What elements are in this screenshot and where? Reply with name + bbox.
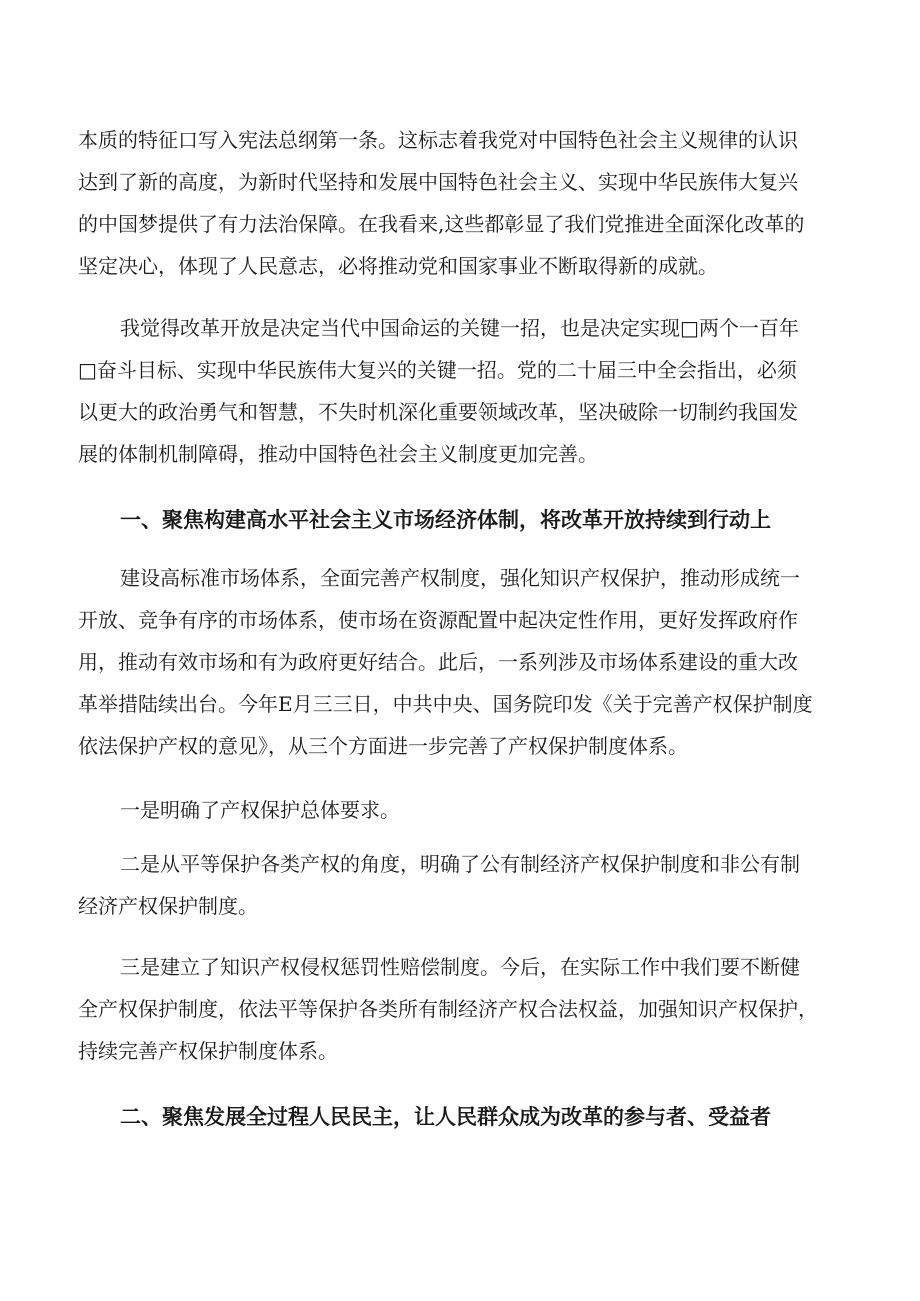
paragraph-1-line-3: 的中国梦提供了有力法治保障。在我看来,这些都彰显了我们党推进全面深化改革的 [78, 212, 805, 236]
paragraph-2-line-1: 我觉得改革开放是决定当代中国命运的关键一招，也是决定实现□两个一百年 [120, 316, 799, 340]
paragraph-2-line-2: □奋斗目标、实现中华民族伟大复兴的关键一招。党的二十届三中全会指出，必须 [78, 358, 797, 382]
paragraph-1-line-2: 达到了新的高度，为新时代坚持和发展中国特色社会主义、实现中华民族伟大复兴 [78, 170, 798, 194]
paragraph-6-line-2: 全产权保护制度，依法平等保护各类所有制经济产权合法权益，加强知识产权保护， [78, 997, 818, 1021]
paragraph-6-line-3: 持续完善产权保护制度体系。 [78, 1039, 338, 1063]
paragraph-5-line-2: 经济产权保护制度。 [78, 894, 258, 918]
paragraph-5-line-1: 二是从平等保护各类产权的角度，明确了公有制经济产权保护制度和非公有制 [120, 852, 800, 876]
paragraph-2-line-3: 以更大的政治勇气和智慧，不失时机深化重要领域改革，坚决破除一切制约我国发 [78, 400, 798, 424]
section-heading-2: 二、聚焦发展全过程人民民主，让人民群众成为改革的参与者、受益者 [120, 1105, 771, 1129]
paragraph-3-line-2: 开放、竞争有序的市场体系，使市场在资源配置中起决定性作用，更好发挥政府作 [78, 608, 798, 632]
paragraph-4-line-1: 一是明确了产权保护总体要求。 [120, 798, 400, 822]
paragraph-1-line-1: 本质的特征口写入宪法总纲第一条。这标志着我党对中国特色社会主义规律的认识 [78, 128, 798, 152]
paragraph-3-line-5: 依法保护产权的意见》，从三个方面进一步完善了产权保护制度体系。 [78, 734, 688, 758]
paragraph-1-line-4: 坚定决心，体现了人民意志，必将推动党和国家事业不断取得新的成就。 [78, 254, 718, 278]
section-heading-1: 一、聚焦构建高水平社会主义市场经济体制，将改革开放持续到行动上 [120, 508, 771, 532]
paragraph-2-line-4: 展的体制机制障碍，推动中国特色社会主义制度更加完善。 [78, 442, 598, 466]
paragraph-3-line-1: 建设高标准市场体系，全面完善产权制度，强化知识产权保护，推动形成统一 [120, 566, 800, 590]
paragraph-6-line-1: 三是建立了知识产权侵权惩罚性赔偿制度。今后，在实际工作中我们要不断健 [120, 955, 800, 979]
paragraph-3-line-3: 用，推动有效市场和有为政府更好结合。此后，一系列涉及市场体系建设的重大改 [78, 650, 798, 674]
paragraph-3-line-4: 革举措陆续出台。今年E月三三日，中共中央、国务院印发《关于完善产权保护制度 [78, 692, 813, 716]
